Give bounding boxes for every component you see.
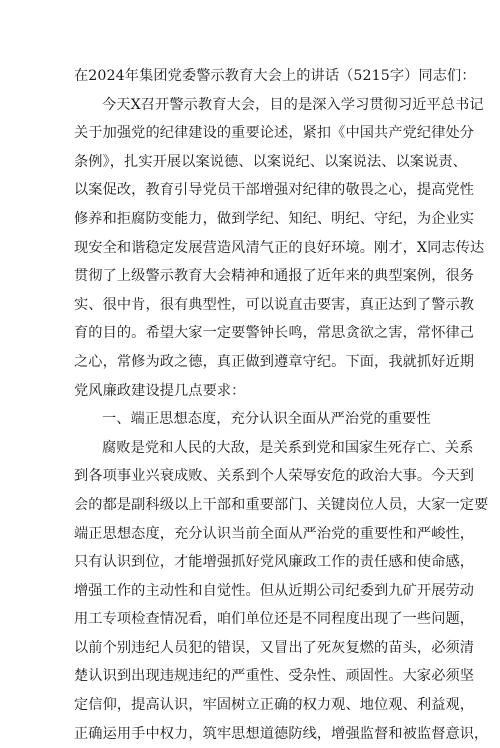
paragraph-line: 定信仰，提高认识，牢固树立正确的权力观、地位观、利益观， — [74, 697, 475, 714]
paragraph-line: 以案促改，教育引导党员干部增强对纪律的敬畏之心，提高党性 — [74, 182, 475, 199]
paragraph-line: 修养和拒腐防变能力，做到学纪、知纪、明纪、守纪，为企业实 — [74, 210, 475, 227]
section-heading: 一、端正思想态度，充分认识全面从严治党的重要性 — [102, 411, 431, 428]
paragraph-line: 关于加强党的纪律建设的重要论述，紧扣《中国共产党纪律处分 — [74, 125, 475, 142]
paragraph-line: 会的都是副科级以上干部和重要部门、关键岗位人员，大家一定要 — [74, 496, 489, 513]
title-line: 在2024年集团党委警示教育大会上的讲话（5215字）同志们： — [74, 68, 476, 84]
paragraph-line: 党风廉政建设提几点要求： — [74, 382, 246, 399]
paragraph-line: 贯彻了上级警示教育大会精神和通报了近年来的典型案例，很务 — [74, 268, 475, 285]
document-body — [74, 62, 489, 748]
paragraph-line: 现安全和谐稳定发展营造风清气正的良好环境。刚才，X同志传达 — [74, 239, 485, 256]
paragraph-line: 正确运用手中权力，筑牢思想道德防线，增强监督和被监督意识， — [74, 725, 489, 742]
paragraph-line: 条例》，扎实开展以案说德、以案说纪、以案说法、以案说责、 — [74, 153, 467, 170]
paragraph-line: 育的目的。希望大家一定要警钟长鸣，常思贪欲之害，常怀律己 — [74, 325, 475, 342]
paragraph-line: 腐败是党和人民的大敌，是关系到党和国家生死存亡、关系 — [102, 439, 474, 456]
paragraph-line: 楚认识到出现违规违纪的严重性、受杂性、顽固性。大家必须坚 — [74, 668, 475, 685]
paragraph-line: 端正思想态度，充分认识当前全面从严治党的重要性和严峻性， — [74, 525, 475, 542]
paragraph-line: 只有认识到位，才能增强抓好党风廉政工作的责任感和使命感， — [74, 554, 475, 571]
paragraph-line: 用工专项检查情况看，咱们单位还是不同程度出现了一些问题， — [74, 611, 475, 628]
paragraph-line: 之心，常修为政之德，真正做到遵章守纪。下面，我就抓好近期 — [74, 353, 475, 370]
paragraph-line: 实、很中肯，很有典型性，可以说直击要害，真正达到了警示教 — [74, 296, 475, 313]
paragraph-line: 到各项事业兴衰成败、关系到个人荣辱安危的政治大事。今天到 — [74, 468, 475, 485]
paragraph-line: 以前个别违纪人员犯的错误，又冒出了死灰复燃的苗头，必须清 — [74, 639, 475, 656]
paragraph-line: 今天X召开警示教育大会，目的是深入学习贯彻习近平总书记 — [102, 96, 484, 113]
paragraph-line: 增强工作的主动性和自觉性。但从近期公司纪委到九矿开展劳动 — [74, 582, 475, 599]
